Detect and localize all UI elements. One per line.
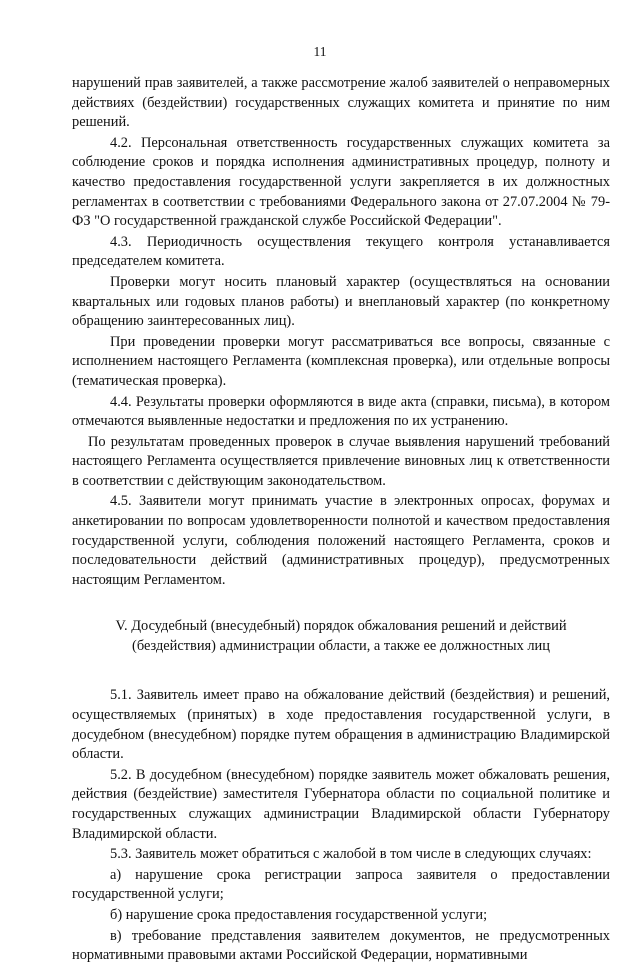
paragraph: При проведении проверки могут рассматриваться все вопросы, связанные с исполнением настоящего Регламента (комплексная проверка), или отдельные вопросы (тематическая проверка). bbox=[72, 333, 610, 389]
paragraph: По результатам проведенных проверок в случае выявления нарушений требований настоящего Регламента осуществляется привлечение виновных лиц к ответственности в соответствии с действующим законодательством. bbox=[72, 433, 610, 489]
paragraph: Проверки могут носить плановый характер (осуществляться на основании квартальных или годовых планов работы) и внеплановый характер (по конкретному обращению заинтересованных лиц). bbox=[72, 273, 610, 330]
section-heading bbox=[72, 616, 610, 656]
paragraph: 5.3. Заявитель может обратиться с жалобой в том числе в следующих случаях: bbox=[110, 846, 592, 863]
paragraph: 5.2. В досудебном (внесудебном) порядке заявитель может обжаловать решения, действия (бездействие) заместителя Губернатора области по социальной политике и государственных служащих администрации Владимирской области Губернатору Владимирской области. bbox=[72, 766, 610, 842]
paragraph: а) нарушение срока регистрации запроса заявителя о предоставлении государственной услуги; bbox=[72, 866, 610, 903]
section-5-text bbox=[72, 686, 610, 965]
paragraph: 4.3. Периодичность осуществления текущего контроля устанавливается председателем комитета. bbox=[72, 233, 610, 270]
section-heading-line-2: (бездействия) администрации области, а также ее должностных лиц bbox=[132, 638, 550, 655]
section-4-text bbox=[72, 74, 610, 590]
paragraph: 4.5. Заявители могут принимать участие в электронных опросах, форумах и анкетировании по вопросам удовлетворенности полнотой и качеством предоставления государственной услуги, соблюдения положений настоящего Регламента, сроков и последовательности действий (административных процедур), предусмотренных настоящим Регламентом. bbox=[72, 493, 610, 588]
paragraph: 4.4. Результаты проверки оформляются в виде акта (справки, письма), в котором отмечаются выявленные недостатки и предложения по их устранению. bbox=[72, 393, 610, 430]
paragraph: 4.2. Персональная ответственность государственных служащих комитета за соблюдение сроков и порядка исполнения административных процедур, полноту и качество предоставления государственной услуги закрепляется в их должностных регламентах в соответствии с требованиями Федерального закона от 27.07.2004 № 79-ФЗ "О государственной гражданской службе Российской Федерации". bbox=[72, 134, 610, 230]
document-body bbox=[72, 74, 610, 967]
section-heading-line-1: V. Досудебный (внесудебный) порядок обжалования решений и действий bbox=[115, 618, 567, 635]
paragraph: б) нарушение срока предоставления государственной услуги; bbox=[110, 906, 488, 923]
page-number: 11 bbox=[313, 44, 327, 59]
paragraph: нарушений прав заявителей, а также рассмотрение жалоб заявителей о неправомерных действиях (бездействии) государственных служащих комитета и принятие по ним решений. bbox=[72, 75, 610, 131]
paragraph: в) требование представления заявителем документов, не предусмотренных нормативными правовыми актами Российской Федерации, нормативными bbox=[72, 927, 610, 964]
paragraph: 5.1. Заявитель имеет право на обжалование действий (бездействия) и решений, осуществляемых (принятых) в ходе предоставления государственной услуги, в досудебном (внесудебном) порядке путем обращения в администрацию Владимирской области. bbox=[72, 687, 610, 763]
